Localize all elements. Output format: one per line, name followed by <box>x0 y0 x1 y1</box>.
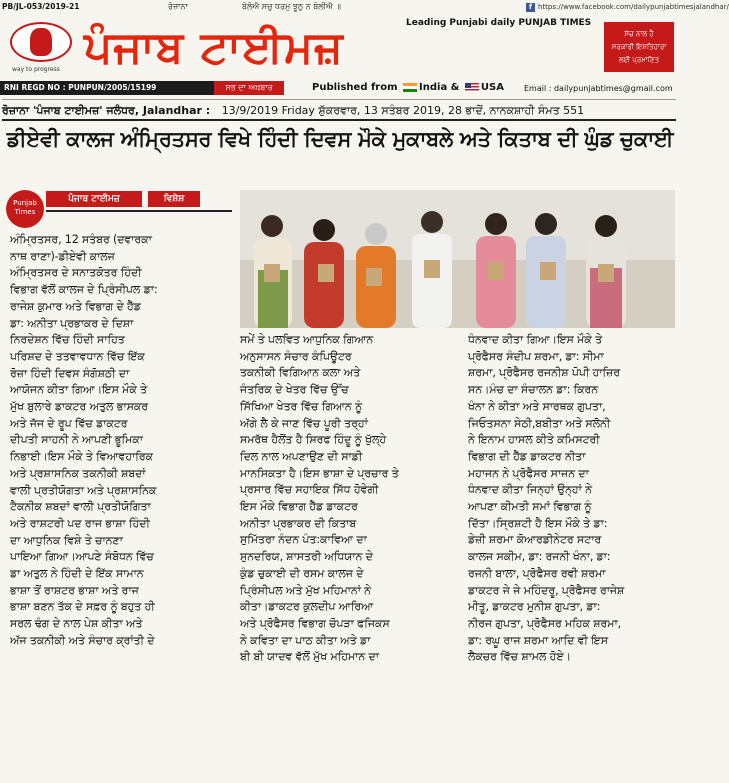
article-text-line: ਲੈਕਚਰ ਵਿੱਚ ਸ਼ਾਮਲ ਹੋਏ। <box>468 650 571 664</box>
article-text-line: ਨਿਰਦੇਸ਼ਨ ਵਿੱਚ ਹਿੰਦੀ ਸਾਹਿਤ <box>10 333 125 347</box>
article-text-line: ਧੰਨਵਾਦ ਕੀਤਾ ਜਿਨ੍ਹਾਂ ਉਨ੍ਹਾਂ ਨੇ <box>468 483 592 497</box>
published-prefix: Published from <box>312 82 398 93</box>
event-photo <box>240 190 675 328</box>
badge-line: ਲਈ ਪ੍ਰਮਾਣਿਤ <box>618 56 660 64</box>
rni-number: RNI REGD NO : PUNPUN/2005/15199 <box>0 81 214 95</box>
article-text-line: ਸਰਲ ਢੰਗ ਦੇ ਨਾਲ ਪੇਸ਼ ਕੀਤਾ ਅਤੇ <box>10 617 143 631</box>
article-text-line: ਖੰਨਾ ਨੇ ਕੀਤਾ ਅਤੇ ਸਾਰਥਕ ਗੁਪਤਾ, <box>468 399 606 413</box>
article-text-line: ਪ੍ਰਿੰਸੀਪਲ ਅਤੇ ਮੁੱਖ ਮਹਿਮਾਨਾਂ ਨੇ <box>240 583 371 597</box>
badge-line: ਸਰਕਾਰੀ ਇਸ਼ਤਿਹਾਰਾ <box>611 43 667 51</box>
leading-tagline: Leading Punjabi daily PUNJAB TIMES <box>406 18 592 28</box>
article-column-3 <box>468 332 676 666</box>
article-text-line: ਨਾਥ ਰਾਣਾ)-ਡੀਏਵੀ ਕਾਲਜ <box>10 249 115 263</box>
dateline <box>2 99 676 121</box>
article-text-line: ਦੀਪਤੀ ਸਾਹਨੀ ਨੇ ਆਪਣੀ ਭੂਮਿਕਾ <box>10 433 143 447</box>
article-text-line: ਅਤੇ ਜੱਜ ਦੇ ਰੂਪ ਵਿੱਚ ਡਾਕਟਰ <box>10 416 128 430</box>
article-text-line: ਭਾਸ਼ਾ ਤੋਂ ਰਾਸ਼ਟਰ ਭਾਸ਼ਾ ਅਤੇ ਰਾਜ <box>10 583 139 597</box>
registration-code: PB/JL-053/2019-21 <box>2 2 80 11</box>
punjab-times-badge: Punjab Times <box>6 190 44 228</box>
article-text-line: ਆਪਣਾ ਕੀਮਤੀ ਸਮਾਂ ਵਿਭਾਗ ਨੂੰ <box>468 500 592 514</box>
newspaper-title: ਪੰਜਾਬ ਟਾਈਮਜ਼ <box>84 22 344 73</box>
article-text-line: ਬੀ ਬੀ ਯਾਦਵ ਵੱਲੋਂ ਮੁੱਖ ਮਹਿਮਾਨ ਦਾ <box>240 650 379 664</box>
article-text-line: ਕੁੰਡ ਚੁਕਾਈ ਦੀ ਰਸਮ ਕਾਲਜ ਦੇ <box>240 566 364 580</box>
article-text-line: ਵਾਲੀ ਪ੍ਰਤੀਯੋਗਤਾ ਅਤੇ ਪ੍ਰਸ਼ਾਸਨਿਕ <box>10 483 157 497</box>
article-text-line: ਅੰਮ੍ਰਿਤਸਰ, 12 ਸਤੰਬਰ (ਦਵਾਰਕਾ <box>10 233 152 246</box>
section-label-special: ਵਿਸ਼ੇਸ਼ <box>148 191 200 207</box>
article-text-line: ਆਯੋਜਨ ਕੀਤਾ ਗਿਆ।ਇਸ ਮੌਕੇ ਤੇ <box>10 383 148 397</box>
article-text-line: ਮੁੱਖ ਬੁਲਾਰੇ ਡਾਕਟਰ ਅਤੁਲ ਭਾਸਕਰ <box>10 400 148 414</box>
country-india: India & <box>419 82 460 93</box>
dateline-date: 13/9/2019 Friday ਸ਼ੁੱਕਰਵਾਰ, 13 ਸਤੰਬਰ 2019, 28 ਭਾਦੋਂ, ਨਾਨਕਸ਼ਾਹੀ ਸੰਮਤ 551 <box>221 104 585 117</box>
divider <box>46 210 232 212</box>
article-headline: ਡੀਏਵੀ ਕਾਲਜ ਅੰਮ੍ਰਿਤਸਰ ਵਿਖੇ ਹਿੰਦੀ ਦਿਵਸ ਮੌਕੇ ਮੁਕਾਬਲੇ ਅਤੇ ਕਿਤਾਬ ਦੀ ਘੁੰਡ ਚੁਕਾਈ <box>6 127 674 151</box>
article-text-line: ਨੇ ਇਨਾਮ ਹਾਸਲ ਕੀਤੇ ਕਮਿਸਟਰੀ <box>468 433 600 447</box>
article-text-line: ਰਾਜੇਸ਼ ਕੁਮਾਰ ਅਤੇ ਵਿਭਾਗ ਦੇ ਹੈੱਡ <box>10 299 141 313</box>
blessing-line: ਬੋਲੋਐ ਸਚੁ ਧਰਮੁ ਝੂਠੁ ਨ ਬੋਲੀਐ ॥ <box>242 2 341 11</box>
daily-tag: ਰੋਜ਼ਾਨਾ <box>168 2 188 11</box>
article-text-line: ਸਮਰੱਥ ਹੈਲੋਂਤ ਹੈ ਸਿਰਫ ਹਿੰਦੂ ਨੂੰ ਖੁੱਲ੍ਹੇ <box>240 433 387 447</box>
article-text-line: ਰੋਜ਼ਾ ਹਿੰਦੀ ਦਿਵਸ ਸੰਗੋਸ਼ਠੀ ਦਾ <box>10 366 130 380</box>
article-text-line: ਪ੍ਰੋਫੈਸਰ ਸੰਦੀਪ ਸ਼ਰਮਾ, ਡਾ: ਸੀਮਾ <box>468 349 604 363</box>
article-text-line: ਡੇਜ਼ੀ ਸ਼ਰਮਾ ਕੋਆਰਡੀਨੇਟਰ ਸਟਾਰ <box>468 533 602 547</box>
article-text-line: ਮਾਨਸਿਕਤਾ ਹੈ।ਇਸ ਭਾਸ਼ਾ ਦੇ ਪ੍ਰਚਾਰ ਤੇ <box>240 466 399 480</box>
article-text-line: ਨੀਰਜ ਗੁਪਤਾ, ਪ੍ਰੋਫੈਸਰ ਮਹਿਕ ਸ਼ਰਮਾ, <box>468 616 621 630</box>
article-text-line: ਵਿਭਾਗ ਦੀ ਹੈੱਡ ਡਾਕਟਰ ਨੀਤਾ <box>468 449 586 463</box>
article-text-line: ਜੰਤਰਿਕ ਦੇ ਖੇਤਰ ਵਿੱਚ ਉੱਚ <box>240 383 349 397</box>
article-text-line: ਅਤੇ ਪ੍ਰੋਫੈਸਰ ਵਿਭਾਗ ਚੋਪੜਾ ਫਜਿਕਸ <box>240 616 390 630</box>
article-text-line: ਅਨੀਤਾ ਪ੍ਰਭਾਕਰ ਦੀ ਕਿਤਾਬ <box>240 516 357 530</box>
section-label-paper: ਪੰਜਾਬ ਟਾਈਮਜ਼ <box>46 191 142 207</box>
article-column-1 <box>10 232 236 650</box>
slogan-tag: ਸਭ ਦਾ ਅਖ਼ਬਾਰ <box>214 81 284 95</box>
article-text-line: ਡਾ ਅਤੁਲ ਨੇ ਹਿੰਦੀ ਦੇ ਇੱਕ ਸਾਮਾਨ <box>10 567 144 581</box>
facebook-icon: f <box>526 3 535 12</box>
article-text-line: ਸ਼ਰਮਾ, ਪ੍ਰੋਫੈਸਰ ਰਜਨੀਸ਼ ਪੋਪੀ ਹਾਜ਼ਿਰ <box>468 366 620 380</box>
usa-flag-icon <box>465 83 479 92</box>
article-text-line: ਸੁਮਿੱਤਰਾ ਨੰਦਨ ਪੰਤ:ਕਾਵਿਆ ਦਾ <box>240 533 367 547</box>
article-text-line: ਇਸ ਮੌਕੇ ਵਿਭਾਗ ਹੈੱਡ ਡਾਕਟਰ <box>240 500 358 514</box>
article-text-line: ਕਾਲਜ ਸਕੀਮ, ਡਾ: ਰਜਨੀ ਖੰਨਾ, ਡਾ: <box>468 550 611 564</box>
article-text-line: ਰਜਨੀ ਬਾਲਾ, ਪ੍ਰੋਫੈਸਰ ਰਵੀ ਸ਼ਰਮਾ <box>468 566 606 580</box>
article-text-line: ਡਾਕਟਰ ਜੇ ਜੇ ਮਹਿੰਦਰੂ, ਪ੍ਰੋਫੈਸਰ ਰਾਜੇਸ਼ <box>468 583 625 597</box>
article-text-line: ਦਿਲ ਨਾਲ ਅਪਣਾਉਣ ਦੀ ਸਾਡੀ <box>240 449 363 463</box>
article-text-line: ਨਿਭਾਈ।ਇਸ ਮੌਕੇ ਤੇ ਵਿਆਵਹਾਰਿਕ <box>10 450 153 464</box>
article-text-line: ਡਾ: ਅਨੀਤਾ ਪ੍ਰਭਾਕਰ ਦੇ ਦਿਸ਼ਾ <box>10 316 134 330</box>
article-text-line: ਅਨੁਸਾਸਨ ਸੰਚਾਰ ਕੰਪਿਊਟਰ <box>240 349 352 363</box>
article-text-line: ਸੁਨਦਰਿਯ, ਸ਼ਾਸਤਰੀ ਅਧਿਯਾਨ ਦੇ <box>240 550 373 564</box>
article-text-line: ਟੈਕਨੀਕ ਸ਼ਬਦਾਂ ਵਾਲੀ ਪ੍ਰਤੀਯੋਗਿਤਾ <box>10 500 151 514</box>
article-text-line: ਦਿੱਤਾ।ਸ੍ਰਿਸ਼ਟੀ ਹੈ ਇਸ ਮੌਕੇ ਤੇ ਡਾ: <box>468 516 608 530</box>
dateline-paper: ਰੋਜ਼ਾਨਾ 'ਪੰਜਾਬ ਟਾਈਮਜ਼' ਜਲੰਧਰ, Jalandhar : <box>2 104 211 117</box>
article-text-line: ਡਾ: ਰਘੂ ਰਾਜ ਸ਼ਰਮਾ ਆਦਿ ਵੀ ਇਸ <box>468 633 608 647</box>
article-text-line: ਜਿਓਤਸਨਾ ਸੇਠੀ,ਬਬੀਤਾ ਅਤੇ ਸਲੋਨੀ <box>468 416 611 430</box>
article-text-line: ਧੰਨਵਾਦ ਕੀਤਾ ਗਿਆ।ਇਸ ਮੌਕੇ ਤੇ <box>468 333 603 346</box>
article-text-line: ਦਾ ਆਧੁਨਿਕ ਵਿਸ਼ੇ ਤੇ ਚਾਨਣਾ <box>10 533 123 547</box>
article-text-line: ਕੀਤਾ।ਡਾਕਟਰ ਕੁਲਦੀਪ ਆਰਿਆ <box>240 600 374 614</box>
article-text-line: ਸਿੱਖਿਆ ਖੇਤਰ ਵਿੱਚ ਗਿਆਨ ਨੂੰ <box>240 399 363 413</box>
article-text-line: ਨੇ ਕਵਿਤਾ ਦਾ ਪਾਠ ਕੀਤਾ ਅਤੇ ਡਾ <box>240 633 371 647</box>
article-text-line: ਅੱਜ ਤਕਨੀਕੀ ਅਤੇ ਸੰਚਾਰ ਕ੍ਰਾਂਤੀ ਦੇ <box>10 633 155 647</box>
badge-line: ਸੱਚ ਨਾਲ ਹੈ <box>624 30 654 38</box>
article-text-line: ਵਿਭਾਗ ਵੱਲੋਂ ਕਾਲਜ ਦੇ ਪ੍ਰਿੰਸੀਪਲ ਡਾ: <box>10 283 158 297</box>
article-text-line: ਮੀਤੂ, ਡਾਕਟਰ ਮੁਨੀਸ਼ ਗੁਪਤਾ, ਡਾ: <box>468 600 601 614</box>
india-flag-icon <box>403 83 417 92</box>
facebook-link[interactable]: https://www.facebook.com/dailypunjabtimesjalandhar/ <box>538 3 729 11</box>
pen-nib-icon <box>30 28 52 56</box>
contact-email[interactable]: Email : dailypunjabtimes@gmail.com <box>524 84 673 93</box>
article-text-line: ਅਤੇ ਪ੍ਰਸ਼ਾਸਨਿਕ ਤਕਨੀਕੀ ਸ਼ਬਦਾਂ <box>10 466 146 480</box>
article-text-line: ਤਕਨੀਕੀ ਵਿਗਿਆਨ ਕਲਾ ਅਤੇ <box>240 366 361 380</box>
article-column-2 <box>240 332 460 666</box>
article-text-line: ਅੰਮ੍ਰਿਤਸਰ ਦੇ ਸਨਾਤਕੋਤਰ ਹਿੰਦੀ <box>10 266 142 280</box>
article-text-line: ਸਮੇਂ ਤੇ ਪਲਵਿਤ ਆਧੁਨਿਕ ਗਿਆਨ <box>240 333 374 346</box>
article-text-line: ਭਾਸ਼ਾ ਬਣਨ ਤੱਕ ਦੇ ਸਫ਼ਰ ਨੂੰ ਬਹੁਤ ਹੀ <box>10 600 155 614</box>
article-text-line: ਪਾਇਆ ਗਿਆ।ਆਪਣੇ ਸੰਬੋਧਨ ਵਿੱਚ <box>10 550 154 564</box>
logo-motto: way to progress <box>12 66 60 73</box>
certified-badge <box>604 22 674 72</box>
article-text-line: ਪਰਿਸ਼ਦ ਦੇ ਤਤਵਾਵਧਾਨ ਵਿੱਚ ਇੱਕ <box>10 349 145 363</box>
article-text-line: ਅੱਗੇ ਲੈ ਕੇ ਜਾਣ ਵਿੱਚ ਪੂਰੀ ਤਰ੍ਹਾਂ <box>240 416 368 430</box>
article-text-line: ਪ੍ਰਸਾਰ ਵਿੱਚ ਸਹਾਇਕ ਸਿੱਧ ਹੋਵੇਗੀ <box>240 483 379 497</box>
article-text-line: ਮਹਾਜਨ ਨੇ ਪ੍ਰੋਫੈਸਰ ਸਾਜਨ ਦਾ <box>468 466 589 480</box>
article-text-line: ਸਨ।ਮੰਚ ਦਾ ਸੰਚਾਲਨ ਡਾ: ਕਿਰਨ <box>468 383 599 397</box>
published-from <box>312 82 504 93</box>
group-photo-illustration <box>240 190 675 328</box>
article-text-line: ਅਤੇ ਰਾਸ਼ਟਰੀ ਪਦ ਰਾਜ ਭਾਸ਼ਾ ਹਿੰਦੀ <box>10 516 150 530</box>
country-usa: USA <box>480 82 504 93</box>
